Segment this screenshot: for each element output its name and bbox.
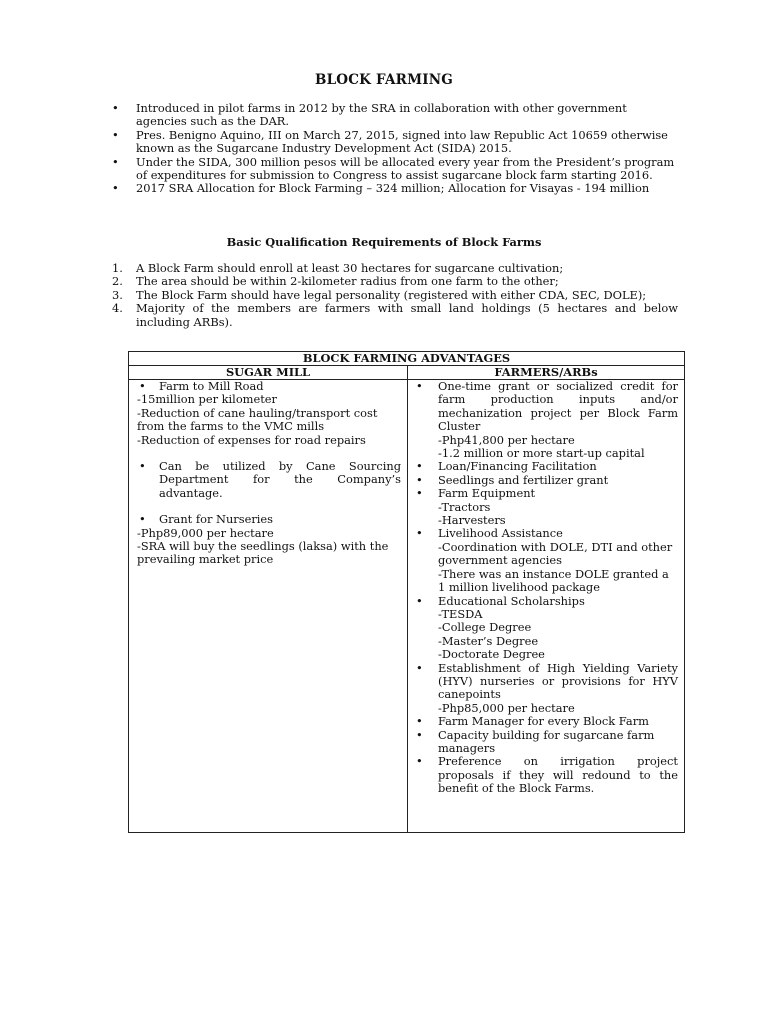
qualification-item — [112, 275, 678, 288]
intro-bullet-list — [112, 102, 678, 196]
column-header-sugar-mill: SUGAR MILL — [129, 366, 408, 380]
detail-line: -Coordination with DOLE, DTI and other government agencies — [438, 539, 673, 568]
item-text: Majority of the members are farmers with small land holdings (5 hectares and below including ARBs). — [136, 301, 678, 329]
qualification-list — [112, 262, 678, 329]
detail-line: -Reduction of cane hauling/transport cost from the farms to the VMC mills — [137, 405, 378, 434]
detail-line: -15million per kilometer — [137, 392, 277, 407]
list-item: • Grant for Nurseries — [137, 513, 401, 526]
list-item: • Preference on irrigation project proposals if they will redound to the benefit of the Block Farms. — [414, 755, 678, 795]
sugar-mill-cell — [129, 380, 408, 833]
detail-line: -Php89,000 per hectare — [137, 525, 274, 540]
qualification-item — [112, 289, 678, 302]
intro-bullet: • Pres. Benigno Aquino, III on March 27, 2015, signed into law Republic Act 10659 otherwise known as the Sugarcane Industry Development Act (SIDA) 2015. — [112, 129, 678, 156]
item-text: The Block Farm should have legal personality (registered with either CDA, SEC, DOLE); — [136, 287, 647, 302]
column-header-farmers: FARMERS/ARBs — [408, 366, 685, 380]
farmers-cell — [408, 380, 685, 833]
farmers-list — [414, 380, 678, 796]
list-item: • Farm Manager for every Block Farm — [414, 715, 678, 728]
qualification-item — [112, 302, 678, 329]
detail-line: -Php85,000 per hectare — [438, 700, 575, 715]
item-text: Livelihood Assistance — [438, 526, 563, 541]
page-title: BLOCK FARMING — [314, 72, 454, 88]
list-item — [414, 662, 678, 716]
item-text: Farm Equipment — [438, 486, 536, 501]
list-item: • Farm to Mill Road — [137, 380, 401, 393]
detail-line: -Harvesters — [438, 513, 506, 528]
item-number: 2. — [112, 274, 123, 289]
detail-line: -1.2 million or more start-up capital — [438, 446, 645, 461]
item-number: 4. — [112, 301, 123, 316]
advantages-table — [128, 351, 685, 833]
item-number: 3. — [112, 287, 123, 302]
list-item — [414, 487, 678, 527]
item-text: One-time grant or socialized credit for farm production inputs and/or mechanization project per Block Farm Cluster — [438, 379, 678, 434]
detail-line: -TESDA — [438, 606, 483, 621]
sugar-mill-list — [137, 380, 401, 393]
list-item: • Seedlings and fertilizer grant — [414, 474, 678, 487]
intro-bullet: • 2017 SRA Allocation for Block Farming – 324 million; Allocation for Visayas - 194 million — [112, 182, 678, 195]
list-item: • Capacity building for sugarcane farm managers — [414, 729, 678, 756]
intro-bullet: • Under the SIDA, 300 million pesos will be allocated every year from the President’s program of expenditures for submission to Congress to assist sugarcane block farm starting 2016. — [112, 156, 678, 183]
detail-line: -There was an instance DOLE granted a 1 million livelihood package — [438, 566, 669, 595]
item-text: The area should be within 2-kilometer radius from one farm to the other; — [136, 274, 559, 289]
list-item: • Can be utilized by Cane Sourcing Department for the Company’s advantage. — [137, 460, 401, 500]
item-text: Establishment of High Yielding Variety (HYV) nurseries or provisions for HYV canepoints — [438, 660, 678, 702]
item-number: 1. — [112, 261, 123, 275]
list-item — [414, 527, 678, 594]
detail-line: -Master’s Degree — [438, 633, 539, 648]
list-item — [414, 595, 678, 662]
detail-line: -SRA will buy the seedlings (laksa) with the prevailing market price — [137, 539, 389, 567]
item-text: Educational Scholarships — [438, 593, 585, 608]
qualification-heading: Basic Qualification Requirements of Block Farms — [226, 235, 542, 249]
detail-line: -Doctorate Degree — [438, 647, 545, 662]
detail-line: -Php41,800 per hectare — [438, 432, 575, 447]
list-item: • Loan/Financing Facilitation — [414, 460, 678, 473]
detail-line: -College Degree — [438, 620, 532, 635]
intro-bullet: • Introduced in pilot farms in 2012 by the SRA in collaboration with other government agencies such as the DAR. — [112, 102, 678, 129]
item-text: A Block Farm should enroll at least 30 hectares for sugarcane cultivation; — [136, 261, 564, 275]
detail-line: -Tractors — [438, 499, 491, 514]
detail-line: -Reduction of expenses for road repairs — [137, 432, 366, 447]
table-title: BLOCK FARMING ADVANTAGES — [129, 352, 685, 366]
list-item — [414, 380, 678, 460]
qualification-item — [112, 262, 678, 275]
